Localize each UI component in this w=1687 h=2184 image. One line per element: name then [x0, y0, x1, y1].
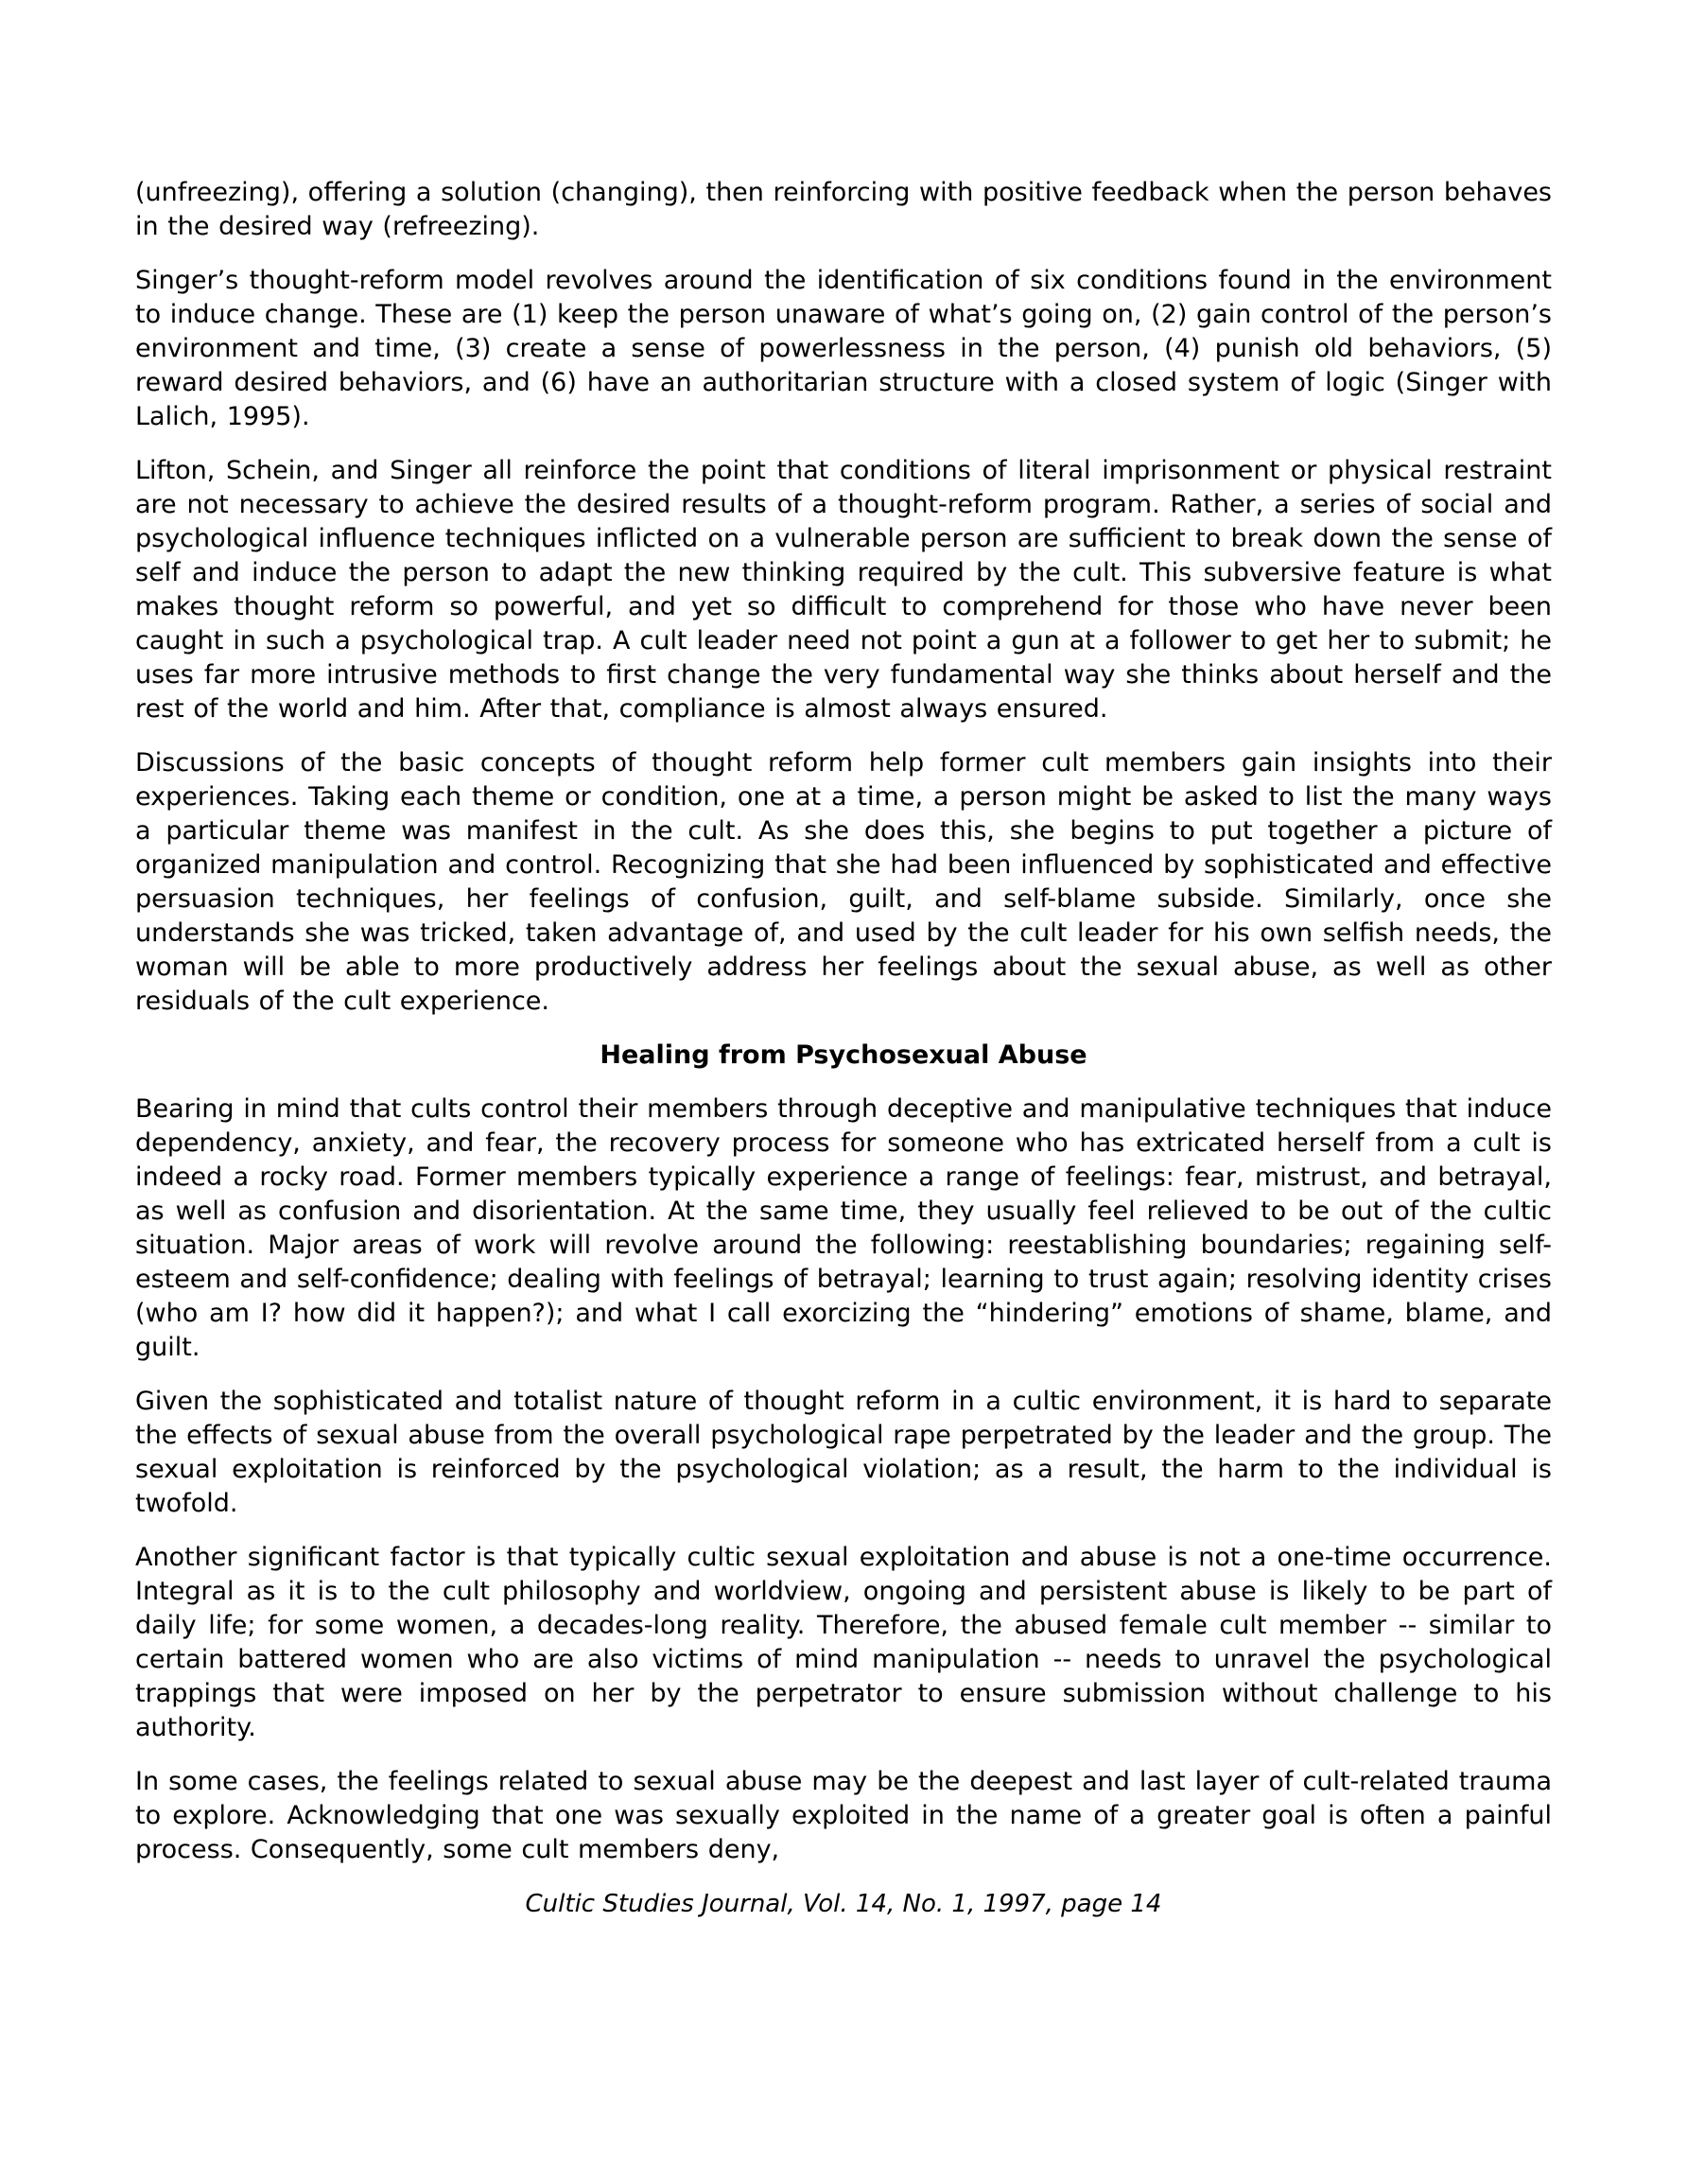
- page-footer: Cultic Studies Journal, Vol. 14, No. 1, 1997, page 14: [525, 1890, 1162, 1918]
- body-paragraph: (unfreezing), offering a solution (changing), then reinforcing with positive feedback when the person behaves in the desired way (refreezing).: [135, 178, 1552, 241]
- body-paragraph: Discussions of the basic concepts of thought reform help former cult members gain insights into their experiences. Taking each theme or condition, one at a time, a person might be asked to list the many ways a particular theme was manifest in the cult. As she does this, she begins to put together a picture of organized manipulation and control. Recognizing that she had been influenced by sophisticated and effective persuasion techniques, her feelings of confusion, guilt, and self-blame subside. Similarly, once she understands she was tricked, taken advantage of, and used by the cult leader for his own selfish needs, the woman will be able to more productively address her feelings about the sexual abuse, as well as other residuals of the cult experience.: [135, 748, 1552, 1016]
- body-paragraph: Another significant factor is that typically cultic sexual exploitation and abuse is not a one-time occurrence. Integral as it is to the cult philosophy and worldview, ongoing and persistent abuse is likely to be part of daily life; for some women, a decades-long reality. Therefore, the abused female cult member -- similar to certain battered women who are also victims of mind manipulation -- needs to unravel the psychological trappings that were imposed on her by the perpetrator to ensure submission without challenge to his authority.: [135, 1543, 1552, 1742]
- body-paragraph: Lifton, Schein, and Singer all reinforce the point that conditions of literal imprisonment or physical restraint are not necessary to achieve the desired results of a thought-reform program. Rather, a series of social and psychological influence techniques inflicted on a vulnerable person are sufficient to break down the sense of self and induce the person to adapt the new thinking required by the cult. This subversive feature is what makes thought reform so powerful, and yet so difficult to comprehend for those who have never been caught in such a psychological trap. A cult leader need not point a gun at a follower to get her to submit; he uses far more intrusive methods to first change the very fundamental way she thinks about herself and the rest of the world and him. After that, compliance is almost always ensured.: [135, 456, 1552, 724]
- body-paragraph: In some cases, the feelings related to sexual abuse may be the deepest and last layer of cult-related trauma to explore. Acknowledging that one was sexually exploited in the name of a greater goal is often a painful process. Consequently, some cult members deny,: [135, 1767, 1552, 1864]
- body-paragraph: Given the sophisticated and totalist nature of thought reform in a cultic environment, it is hard to separate the effects of sexual abuse from the overall psychological rape perpetrated by the leader and the group. The sexual exploitation is reinforced by the psychological violation; as a result, the harm to the individual is twofold.: [135, 1387, 1552, 1518]
- body-paragraph: Singer’s thought-reform model revolves around the identification of six conditions found in the environment to induce change. These are (1) keep the person unaware of what’s going on, (2) gain control of the person’s environment and time, (3) create a sense of powerlessness in the person, (4) punish old behaviors, (5) reward desired behaviors, and (6) have an authoritarian structure with a closed system of logic (Singer with Lalich, 1995).: [135, 266, 1552, 431]
- body-paragraph: Bearing in mind that cults control their members through deceptive and manipulative techniques that induce dependency, anxiety, and fear, the recovery process for someone who has extricated herself from a cult is indeed a rocky road. Former members typically experience a range of feelings: fear, mistrust, and betrayal, as well as confusion and disorientation. At the same time, they usually feel relieved to be out of the cultic situation. Major areas of work will revolve around the following: reestablishing boundaries; regaining self-esteem and self-confidence; dealing with feelings of betrayal; learning to trust again; resolving identity crises (who am I? how did it happen?); and what I call exorcizing the “hindering” emotions of shame, blame, and guilt.: [135, 1094, 1552, 1362]
- section-heading: Healing from Psychosexual Abuse: [600, 1040, 1087, 1070]
